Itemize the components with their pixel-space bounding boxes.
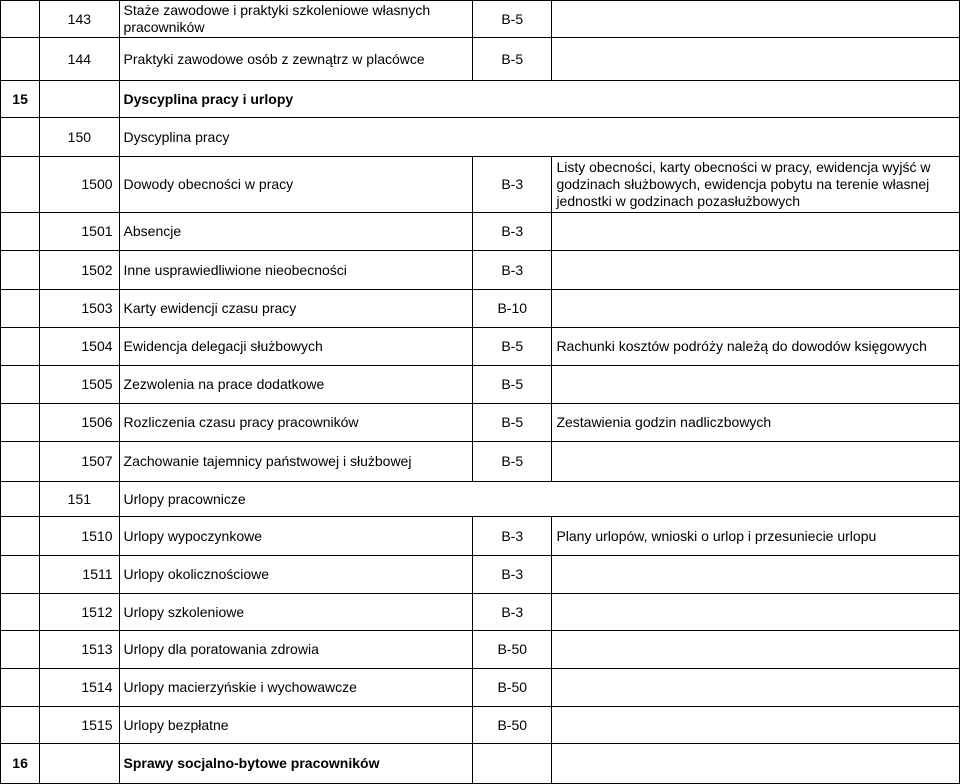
note-cell: Listy obecności, karty obecności w pracy, ewidencja wyjść w godzinach służbowych, ewidencja pobytu na terenie własnej jednostki w godzinach pozasłużbowych — [552, 157, 960, 213]
symbol-cell: 151 — [40, 482, 119, 517]
category-cell: B-5 — [473, 366, 552, 404]
name-cell: Urlopy wypoczynkowe — [119, 517, 473, 556]
symbol-cell: 1511 — [40, 556, 119, 594]
note-cell — [552, 442, 960, 482]
symbol-cell: 1514 — [40, 669, 119, 707]
note-cell — [552, 707, 960, 744]
name-cell: Zezwolenia na prace dodatkowe — [119, 366, 473, 404]
table-row — [1, 669, 960, 707]
symbol-cell: 144 — [40, 38, 119, 81]
symbol-cell: 143 — [40, 1, 119, 38]
symbol-cell: 1500 — [40, 157, 119, 213]
name-cell: Urlopy macierzyńskie i wychowawcze — [119, 669, 473, 707]
symbol-cell: 1503 — [40, 290, 119, 328]
category-cell: B-3 — [473, 556, 552, 594]
note-cell — [552, 669, 960, 707]
table-row — [1, 328, 960, 366]
note-cell: Plany urlopów, wnioski o urlop i przesuniecie urlopu — [552, 517, 960, 556]
note-cell — [552, 38, 960, 81]
symbol-cell: 1507 — [40, 442, 119, 482]
category-cell: B-50 — [473, 631, 552, 669]
name-cell: Urlopy okolicznościowe — [119, 556, 473, 594]
name-cell: Karty ewidencji czasu pracy — [119, 290, 473, 328]
note-cell — [552, 366, 960, 404]
name-cell: Dowody obecności w pracy — [119, 157, 473, 213]
note-cell: Zestawienia godzin nadliczbowych — [552, 404, 960, 442]
symbol-cell: 1501 — [40, 213, 119, 251]
note-cell — [552, 631, 960, 669]
symbol-cell: 1515 — [40, 707, 119, 744]
name-cell: Inne usprawiedliwione nieobecności — [119, 251, 473, 290]
symbol-cell: 1506 — [40, 404, 119, 442]
symbol-cell: 1513 — [40, 631, 119, 669]
note-cell — [552, 556, 960, 594]
category-cell: B-5 — [473, 442, 552, 482]
name-cell: Zachowanie tajemnicy państwowej i służbowej — [119, 442, 473, 482]
note-cell — [552, 213, 960, 251]
section-row — [1, 744, 960, 784]
table-row — [1, 1, 960, 38]
name-cell: Absencje — [119, 213, 473, 251]
category-cell: B-5 — [473, 1, 552, 38]
table-row — [1, 707, 960, 744]
table-row — [1, 482, 960, 517]
table-row — [1, 157, 960, 213]
category-cell: B-3 — [473, 157, 552, 213]
name-cell: Urlopy pracownicze — [119, 482, 959, 517]
table-row — [1, 556, 960, 594]
symbol-cell: 150 — [40, 118, 119, 157]
note-cell — [552, 290, 960, 328]
table-row — [1, 118, 960, 157]
category-cell: B-3 — [473, 251, 552, 290]
category-cell: B-5 — [473, 328, 552, 366]
note-cell — [552, 251, 960, 290]
table-row — [1, 631, 960, 669]
category-cell: B-5 — [473, 38, 552, 81]
table-row — [1, 290, 960, 328]
symbol-cell: 1512 — [40, 594, 119, 631]
name-cell: Staże zawodowe i praktyki szkoleniowe własnych pracowników — [119, 1, 473, 38]
category-cell: B-50 — [473, 707, 552, 744]
category-cell: B-5 — [473, 404, 552, 442]
table-row — [1, 442, 960, 482]
note-cell — [552, 594, 960, 631]
category-cell: B-3 — [473, 213, 552, 251]
table-row — [1, 251, 960, 290]
symbol-cell: 1505 — [40, 366, 119, 404]
note-cell — [552, 1, 960, 38]
symbol-cell: 1504 — [40, 328, 119, 366]
section-title: Dyscyplina pracy i urlopy — [119, 81, 959, 118]
note-cell: Rachunki kosztów podróży należą do dowodów księgowych — [552, 328, 960, 366]
name-cell: Urlopy bezpłatne — [119, 707, 473, 744]
table-row — [1, 366, 960, 404]
name-cell: Dyscyplina pracy — [119, 118, 959, 157]
symbol-cell: 1502 — [40, 251, 119, 290]
table-row — [1, 594, 960, 631]
name-cell: Urlopy szkoleniowe — [119, 594, 473, 631]
section-title: Sprawy socjalno-bytowe pracowników — [119, 744, 473, 784]
section-number: 15 — [1, 81, 40, 118]
name-cell: Rozliczenia czasu pracy pracowników — [119, 404, 473, 442]
table-row — [1, 517, 960, 556]
table-row — [1, 38, 960, 81]
category-cell: B-50 — [473, 669, 552, 707]
symbol-cell: 1510 — [40, 517, 119, 556]
section-row — [1, 81, 960, 118]
table-row — [1, 404, 960, 442]
name-cell: Ewidencja delegacji służbowych — [119, 328, 473, 366]
category-cell: B-10 — [473, 290, 552, 328]
table-row — [1, 213, 960, 251]
name-cell: Urlopy dla poratowania zdrowia — [119, 631, 473, 669]
category-cell: B-3 — [473, 594, 552, 631]
category-cell: B-3 — [473, 517, 552, 556]
name-cell: Praktyki zawodowe osób z zewnątrz w placówce — [119, 38, 473, 81]
section-number: 16 — [1, 744, 40, 784]
